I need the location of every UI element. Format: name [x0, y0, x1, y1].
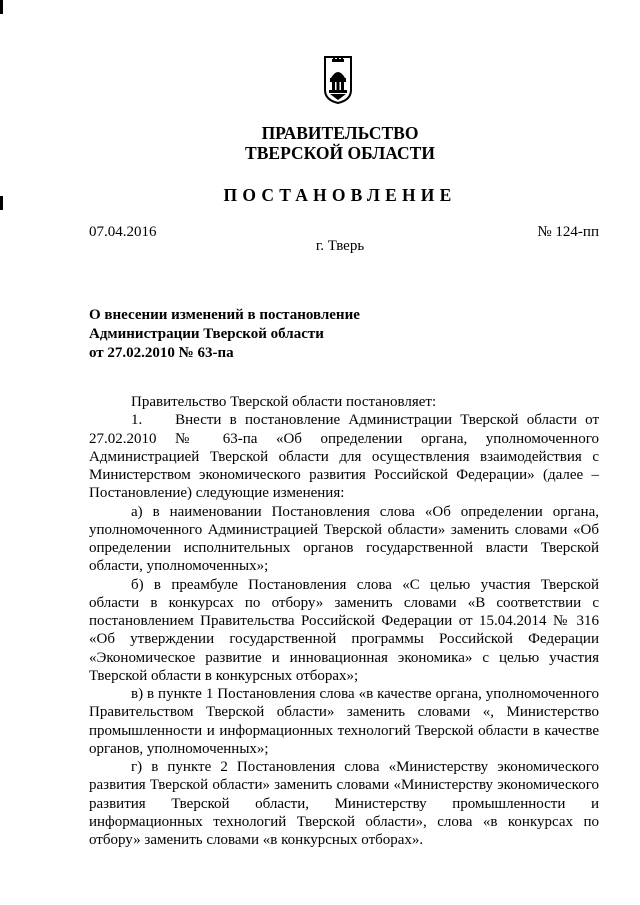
body-item-b: б) в преамбуле Постановления слова «С целью участия Тверской области в конкурсах по отбору» заменить словами «В соответствии с постановлением Правительства Российской Федерации от 15.04.2014 № 316 «Об утверждении государственной программы Российской Федерации «Экономическое развитие и инновационная экономика» с целью участия Тверской области в конкурсных отборах»;: [89, 576, 599, 684]
document-date: 07.04.2016: [89, 224, 157, 240]
document-body: [89, 393, 599, 849]
document-number: № 124-пп: [537, 224, 599, 240]
body-item-v: в) в пункте 1 Постановления слова «в качестве органа, уполномоченного Правительством Тверской области» заменить словами «, Министерство промышленности и информационных технологий Тверской области в качестве органов, уполномоченных»;: [89, 686, 599, 757]
body-item-g: г) в пункте 2 Постановления слова «Министерству экономического развития Тверской области» заменить словами «Министерству экономического развития Тверской области, Министерству промышленности и информационных технологий Тверской области», слова «в конкурсах по отбору» заменить словами «в конкурсных отборах».: [89, 759, 599, 848]
body-intro: Правительство Тверской области постановляет:: [131, 394, 437, 410]
document-subject: [89, 306, 360, 363]
subject-line: О внесении изменений в постановление: [89, 307, 360, 323]
government-name-line2: ТВЕРСКОЙ ОБЛАСТИ: [245, 143, 435, 163]
tver-coat-of-arms-icon: [323, 56, 353, 104]
scan-edge-mark: [0, 0, 3, 14]
document-city: г. Тверь: [315, 238, 365, 254]
document-type: ПОСТАНОВЛЕНИЕ: [223, 185, 457, 205]
subject-line: Администрации Тверской области: [89, 326, 324, 342]
subject-line: от 27.02.2010 № 63-па: [89, 345, 234, 361]
body-item-1: 1. Внести в постановление Администрации Тверской области от 27.02.2010 № 63-па «Об определении органа, уполномоченного Администрацией Тверской области для осуществления взаимодействия с Министерством экономического развития Российской Федерации» (далее – Постановление) следующие изменения:: [89, 412, 599, 502]
government-name-line1: ПРАВИТЕЛЬСТВО: [261, 123, 419, 143]
body-item-a: а) в наименовании Постановления слова «Об определении органа, уполномоченного Администрацией Тверской области» заменить словами «Об определении исполнительных органов государственной власти Тверской области, уполномоченных»;: [89, 503, 599, 575]
